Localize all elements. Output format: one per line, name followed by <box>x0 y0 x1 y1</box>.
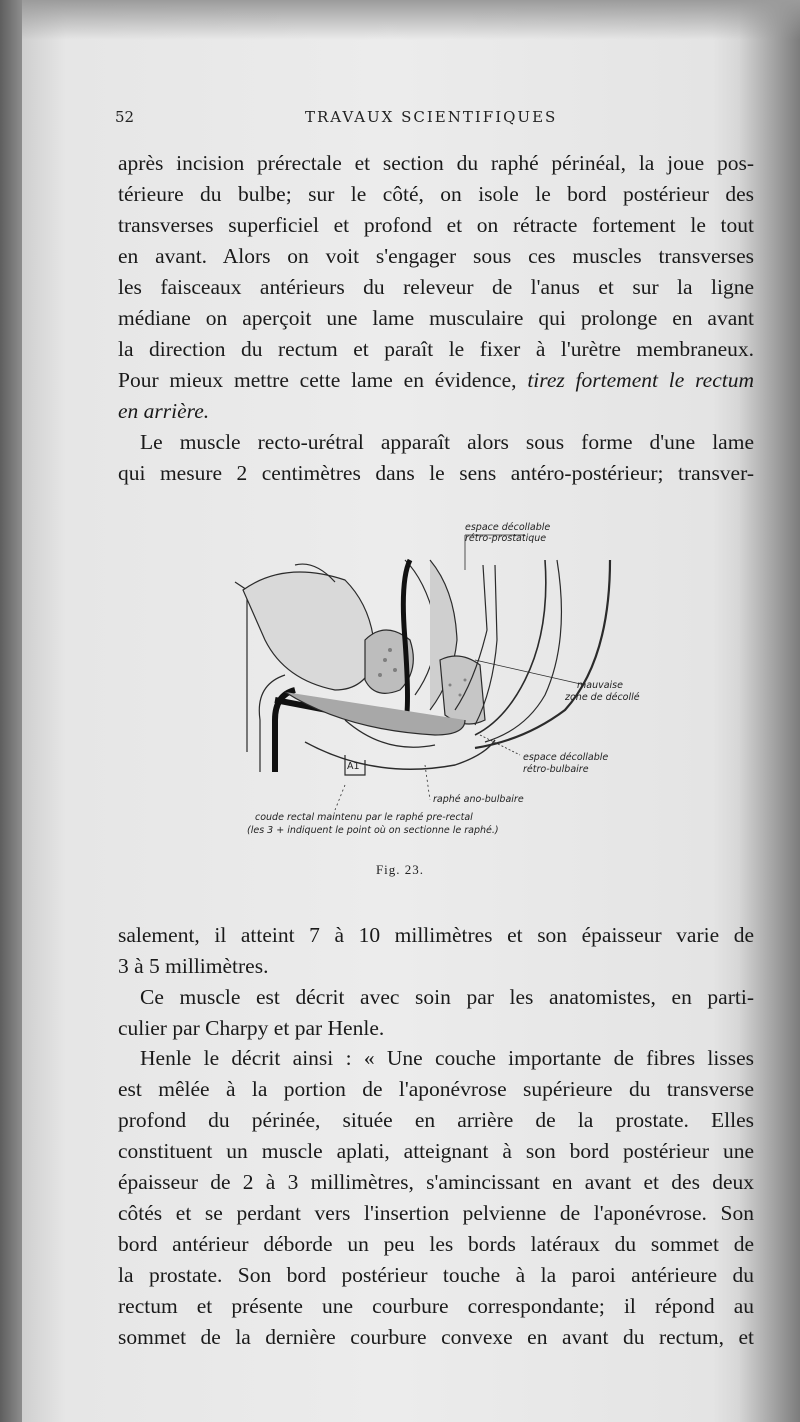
scan-shadow-top <box>22 0 800 40</box>
running-head: TRAVAUX SCIENTIFIQUES <box>305 108 558 126</box>
text-line <box>118 365 754 396</box>
text-line: côtés et se perdant vers l'insertion pelvienne de l'aponévrose. Son <box>118 1201 754 1225</box>
text-roman: Pour mieux mettre cette lame en évidence, <box>118 368 528 392</box>
label-raphe-ano-bulbaire: raphé ano-bulbaire <box>433 794 524 805</box>
text-line: épaisseur de 2 à 3 millimètres, s'amincissant en avant et des deux <box>118 1170 754 1194</box>
text-line: est mêlée à la portion de l'aponévrose supérieure du transverse <box>118 1077 754 1101</box>
text-line: Le muscle recto-urétral apparaît alors sous forme d'une lame <box>140 430 754 454</box>
page-number: 52 <box>115 108 135 126</box>
text-line: bord antérieur déborde un peu les bords latéraux du sommet de <box>118 1232 754 1256</box>
text-line: térieure du bulbe; sur le côté, on isole le bord postérieur des <box>118 182 754 206</box>
paragraph-4 <box>118 982 754 1044</box>
text-line: sommet de la dernière courbure convexe en avant du rectum, et <box>118 1325 754 1349</box>
label-espace-retro-bulbaire: rétro-bulbaire <box>523 764 589 775</box>
label-mauvaise-zone: zone de décollé <box>565 692 640 703</box>
text-line: la direction du rectum et paraît le fixer à l'urètre membraneux. <box>118 337 754 361</box>
label-espace-retro-bulbaire: espace décollable <box>523 752 609 763</box>
label-coude-rectal-note: (les 3 + indiquent le point où on sectionne le raphé.) <box>247 825 499 836</box>
text-line: Henle le décrit ainsi : « Une couche importante de fibres lisses <box>140 1046 754 1070</box>
paragraph-3 <box>118 920 754 982</box>
text-line: en avant. Alors on voit s'engager sous ces muscles transverses <box>118 244 754 268</box>
text-line: la prostate. Son bord postérieur touche à la paroi antérieure du <box>118 1263 754 1287</box>
text-line: qui mesure 2 centimètres dans le sens antéro-postérieur; transver- <box>118 461 754 485</box>
text-line: culier par Charpy et par Henle. <box>118 1016 385 1040</box>
label-anus-mark: A1 <box>347 761 360 772</box>
text-line: 3 à 5 millimètres. <box>118 954 269 978</box>
paragraph-5 <box>118 1043 754 1353</box>
text-line-italic: en arrière. <box>118 399 210 423</box>
figure-23-anatomical-drawing <box>225 520 640 850</box>
page-header <box>115 108 755 138</box>
text-line: les faisceaux antérieurs du releveur de l'anus et sur la ligne <box>118 275 754 299</box>
text-line: salement, il atteint 7 à 10 millimètres et son épaisseur varie de <box>118 923 754 947</box>
label-espace-retro-prostatique: rétro-prostatique <box>465 533 547 544</box>
text-italic-emphasis: tirez fortement le rectum <box>527 368 754 392</box>
text-line: après incision prérectale et section du raphé périnéal, la joue pos- <box>118 151 754 175</box>
text-line: transverses superficiel et profond et on rétracte fortement le tout <box>118 213 754 237</box>
anatomical-illustration <box>225 520 625 850</box>
paragraph-1 <box>118 148 754 427</box>
text-line: rectum et présente une courbure correspondante; il répond au <box>118 1294 754 1318</box>
text-line: médiane on aperçoit une lame musculaire qui prolonge en avant <box>118 306 754 330</box>
label-coude-rectal: coude rectal maintenu par le raphé pre-rectal <box>255 812 473 823</box>
text-line: Ce muscle est décrit avec soin par les anatomistes, en parti- <box>140 985 754 1009</box>
label-mauvaise-zone: mauvaise <box>577 680 623 691</box>
text-line: constituent un muscle aplati, atteignant à son bord postérieur une <box>118 1139 754 1163</box>
text-line: profond du périnée, située en arrière de la prostate. Elles <box>118 1108 754 1132</box>
label-espace-retro-prostatique: espace décollable <box>465 522 551 533</box>
figure-caption: Fig. 23. <box>375 862 425 877</box>
paragraph-2 <box>118 427 754 489</box>
